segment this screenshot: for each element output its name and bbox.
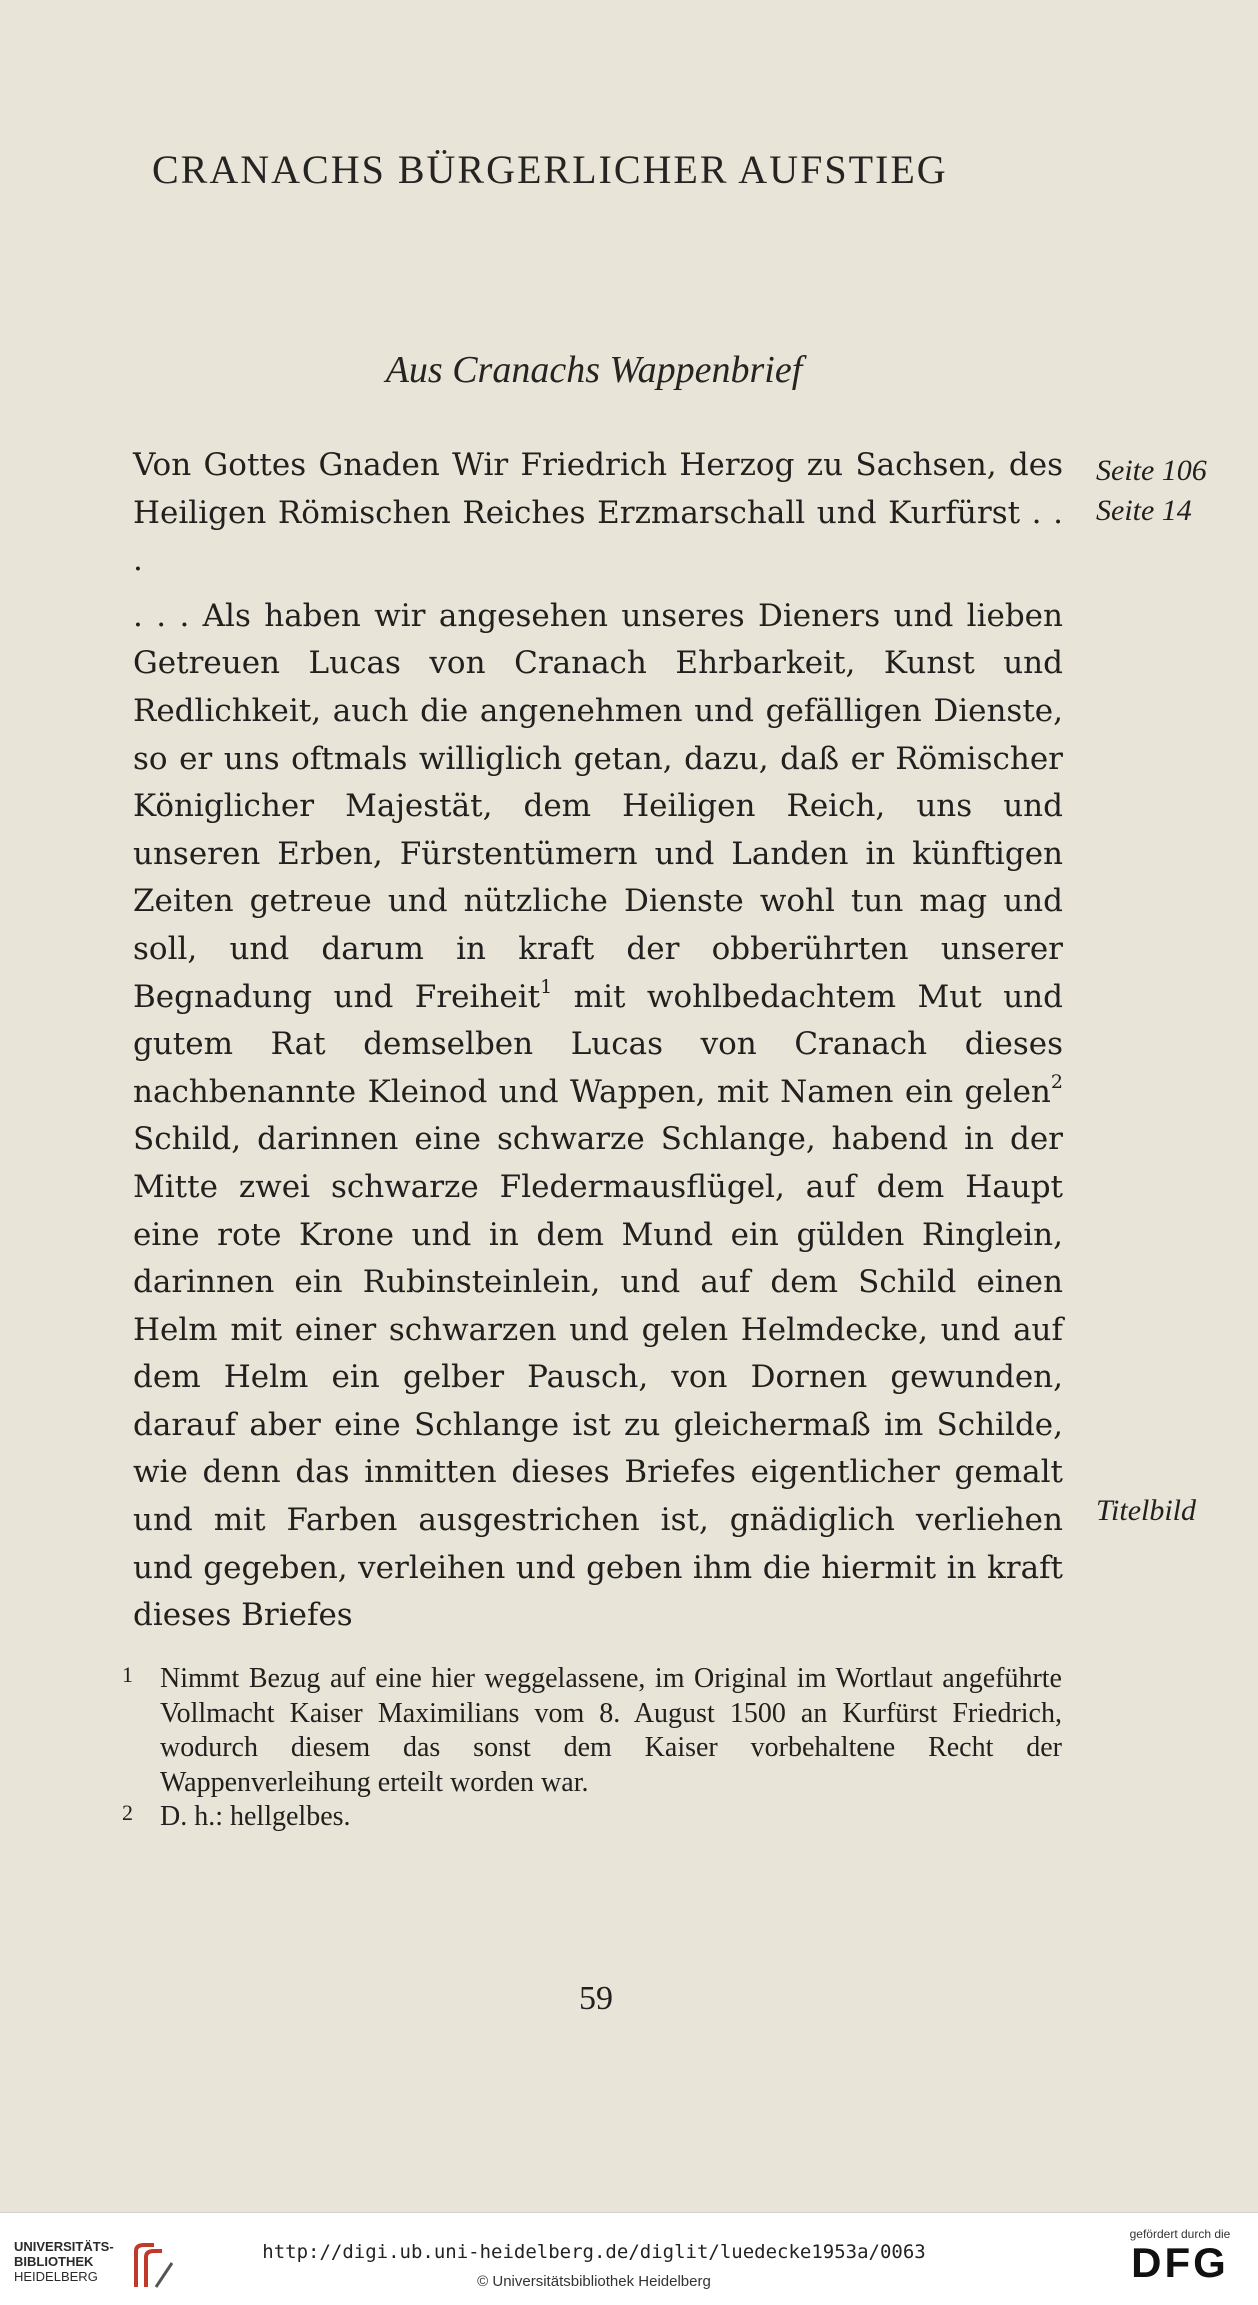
paragraph-2 xyxy=(133,593,1063,1640)
library-line: BIBLIOTHEK xyxy=(14,2254,94,2269)
page-number: 59 xyxy=(579,1980,613,2017)
funding-text: gefördert durch die xyxy=(1129,2227,1231,2241)
footnote-text: Nimmt Bezug auf eine hier weggelassene, im Original im Wortlaut angeführte Vollmacht Kaiser Maximilians vom 8. August 1500 an Kurfürst Friedrich, wodurch diesem das sonst dem Kaiser vorbehaltene Recht der Wappenverleihung erteilt worden war. xyxy=(160,1663,1062,1798)
footnote-2 xyxy=(122,1800,1062,1835)
footnote-text: D. h.: hellgelbes. xyxy=(160,1801,351,1832)
footnote-mark: 2 xyxy=(122,1800,133,1825)
section-subtitle: Aus Cranachs Wappenbrief xyxy=(385,349,803,391)
paragraph-2-part-a: . . . Als haben wir angesehen unseres Dieners und lieben Getreuen Lucas von Cranach Ehrbarkeit, Kunst und Redlichkeit, auch die angenehmen und gefälligen Dienste, so er uns oftmals williglich getan, dazu, daß er Römischer Königlicher Majestät, dem Heiligen Reich, uns und unseren Erben, Fürstentümern und Landen in künftigen Zeiten getreue und nützliche Dienste wohl tun mag und soll, und darum in kraft der obberührten unserer Begnadung und Freiheit xyxy=(133,597,1063,1015)
margin-note-seite-14: Seite 14 xyxy=(1096,494,1192,527)
running-head: CRANACHS BÜRGERLICHER AUFSTIEG xyxy=(152,147,948,192)
footnote-ref-1[interactable]: 1 xyxy=(540,976,553,999)
library-line: HEIDELBERG xyxy=(14,2269,98,2284)
dfg-wordmark: DFG xyxy=(1131,2239,1229,2286)
body-text xyxy=(133,442,1063,1640)
dfg-logo[interactable] xyxy=(1115,2227,1245,2297)
paragraph-1: Von Gottes Gnaden Wir Friedrich Herzog zu Sachsen, des Heiligen Römischen Reiches Erzmarschall und Kurfürst . . . xyxy=(133,447,1063,579)
footnotes xyxy=(122,1662,1062,1835)
viewer-footer xyxy=(0,2212,1258,2305)
paragraph-2-part-b: mit wohlbedachtem Mut und gutem Rat demselben Lucas von Cranach dieses nachbenannte Kleinod und Wappen, mit Namen ein gelen xyxy=(133,978,1063,1110)
margin-note-seite-106: Seite 106 xyxy=(1096,454,1207,487)
footnote-ref-2[interactable]: 2 xyxy=(1050,1071,1063,1094)
document-url-link[interactable]: http://digi.ub.uni-heidelberg.de/diglit/luedecke1953a/0063 xyxy=(262,2241,926,2263)
library-line: UNIVERSITÄTS- xyxy=(14,2239,114,2254)
footnote-mark: 1 xyxy=(122,1662,133,1687)
footnote-1 xyxy=(122,1662,1062,1800)
copyright-notice: © Universitätsbibliothek Heidelberg xyxy=(477,2273,711,2290)
margin-note-titelbild: Titelbild xyxy=(1096,1494,1197,1527)
paragraph-2-part-c: Schild, darinnen eine schwarze Schlange, habend in der Mitte zwei schwarze Fledermausflügel, auf dem Haupt eine rote Krone und in dem Mund ein gülden Ringlein, darinnen ein Rubinsteinlein, und auf dem Schild einen Helm mit einer schwarzen und gelen Helmdecke, und auf dem Helm ein gelber Pausch, von Dornen gewunden, darauf aber eine Schlange ist zu gleichermaß im Schilde, wie denn das inmitten dieses Briefes eigentlicher gemalt und mit Farben ausgestrichen ist, gnädiglich verliehen und gegeben, verleihen und geben ihm die hiermit in kraft dieses Briefes xyxy=(133,1121,1063,1634)
